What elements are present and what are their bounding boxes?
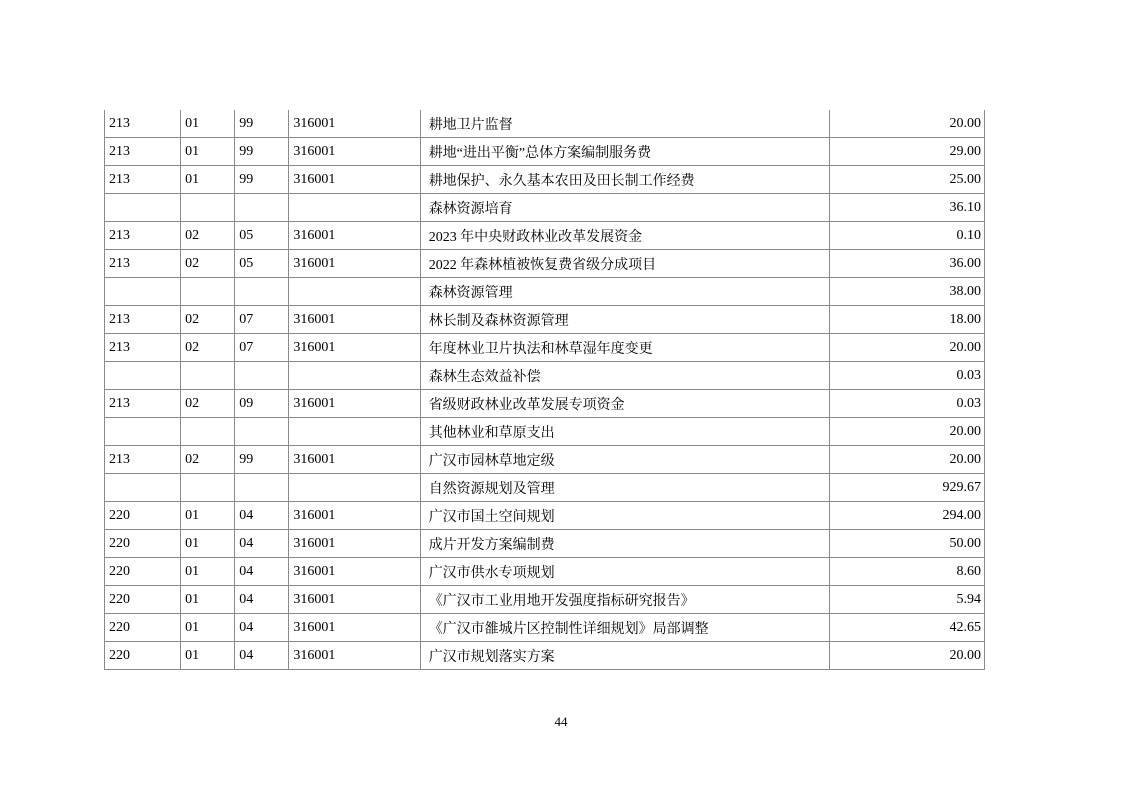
section-code-cell: 01: [181, 586, 235, 614]
unit-code-cell: 316001: [289, 446, 420, 474]
amount-cell: 36.00: [829, 250, 984, 278]
section-code-cell: 02: [181, 390, 235, 418]
project-name-cell: 广汉市国土空间规划: [420, 502, 829, 530]
item-code-cell: 04: [235, 642, 289, 670]
class-code-cell: 220: [105, 502, 181, 530]
class-code-cell: 213: [105, 166, 181, 194]
project-name-cell: 2022 年森林植被恢复费省级分成项目: [420, 250, 829, 278]
table-row: [105, 558, 985, 586]
amount-cell: 20.00: [829, 446, 984, 474]
unit-code-cell: 316001: [289, 558, 420, 586]
page-number: 44: [554, 714, 568, 729]
project-name-cell: 森林生态效益补偿: [420, 362, 829, 390]
class-code-cell: 213: [105, 138, 181, 166]
class-code-cell: 213: [105, 446, 181, 474]
amount-cell: 0.03: [829, 362, 984, 390]
class-code-cell: [105, 362, 181, 390]
class-code-cell: 213: [105, 250, 181, 278]
unit-code-cell: [289, 474, 420, 502]
unit-code-cell: 316001: [289, 138, 420, 166]
budget-table: [104, 110, 985, 670]
class-code-cell: 220: [105, 586, 181, 614]
table-row: [105, 194, 985, 222]
section-code-cell: 01: [181, 138, 235, 166]
item-code-cell: 09: [235, 390, 289, 418]
class-code-cell: 213: [105, 110, 181, 138]
amount-cell: 38.00: [829, 278, 984, 306]
amount-cell: 18.00: [829, 306, 984, 334]
section-code-cell: 02: [181, 334, 235, 362]
project-name-cell: 广汉市供水专项规划: [420, 558, 829, 586]
table-row: [105, 166, 985, 194]
section-code-cell: 01: [181, 166, 235, 194]
section-code-cell: [181, 362, 235, 390]
table-row: [105, 138, 985, 166]
section-code-cell: 02: [181, 222, 235, 250]
amount-cell: 5.94: [829, 586, 984, 614]
table-row: [105, 530, 985, 558]
unit-code-cell: 316001: [289, 166, 420, 194]
project-name-cell: 耕地卫片监督: [420, 110, 829, 138]
amount-cell: 294.00: [829, 502, 984, 530]
project-name-cell: 成片开发方案编制费: [420, 530, 829, 558]
project-name-cell: 2023 年中央财政林业改革发展资金: [420, 222, 829, 250]
item-code-cell: 99: [235, 166, 289, 194]
unit-code-cell: [289, 418, 420, 446]
class-code-cell: 220: [105, 530, 181, 558]
item-code-cell: 04: [235, 614, 289, 642]
section-code-cell: [181, 278, 235, 306]
table-row: [105, 474, 985, 502]
project-name-cell: 森林资源管理: [420, 278, 829, 306]
item-code-cell: 05: [235, 222, 289, 250]
item-code-cell: [235, 418, 289, 446]
project-name-cell: 广汉市规划落实方案: [420, 642, 829, 670]
amount-cell: 42.65: [829, 614, 984, 642]
class-code-cell: [105, 194, 181, 222]
item-code-cell: [235, 362, 289, 390]
unit-code-cell: 316001: [289, 642, 420, 670]
section-code-cell: [181, 194, 235, 222]
unit-code-cell: [289, 194, 420, 222]
table-row: [105, 278, 985, 306]
table-row: [105, 222, 985, 250]
item-code-cell: 99: [235, 138, 289, 166]
class-code-cell: 220: [105, 642, 181, 670]
project-name-cell: 森林资源培育: [420, 194, 829, 222]
amount-cell: 20.00: [829, 418, 984, 446]
class-code-cell: 220: [105, 558, 181, 586]
section-code-cell: 01: [181, 558, 235, 586]
item-code-cell: 04: [235, 530, 289, 558]
table-row: [105, 446, 985, 474]
amount-cell: 20.00: [829, 110, 984, 138]
project-name-cell: 其他林业和草原支出: [420, 418, 829, 446]
table-row: [105, 334, 985, 362]
item-code-cell: 04: [235, 586, 289, 614]
item-code-cell: 07: [235, 306, 289, 334]
section-code-cell: 01: [181, 614, 235, 642]
budget-table-body: [105, 110, 985, 670]
item-code-cell: [235, 278, 289, 306]
section-code-cell: 01: [181, 642, 235, 670]
table-row: [105, 418, 985, 446]
item-code-cell: 99: [235, 110, 289, 138]
table-row: [105, 306, 985, 334]
amount-cell: 50.00: [829, 530, 984, 558]
item-code-cell: 04: [235, 502, 289, 530]
unit-code-cell: 316001: [289, 110, 420, 138]
table-row: [105, 586, 985, 614]
amount-cell: 25.00: [829, 166, 984, 194]
section-code-cell: 02: [181, 446, 235, 474]
item-code-cell: 05: [235, 250, 289, 278]
table-row: [105, 250, 985, 278]
section-code-cell: 01: [181, 530, 235, 558]
class-code-cell: [105, 418, 181, 446]
class-code-cell: 213: [105, 222, 181, 250]
item-code-cell: 04: [235, 558, 289, 586]
unit-code-cell: 316001: [289, 530, 420, 558]
amount-cell: 0.10: [829, 222, 984, 250]
section-code-cell: [181, 418, 235, 446]
unit-code-cell: 316001: [289, 502, 420, 530]
unit-code-cell: 316001: [289, 306, 420, 334]
section-code-cell: 01: [181, 502, 235, 530]
project-name-cell: 《广汉市工业用地开发强度指标研究报告》: [420, 586, 829, 614]
unit-code-cell: 316001: [289, 250, 420, 278]
amount-cell: 29.00: [829, 138, 984, 166]
table-row: [105, 110, 985, 138]
item-code-cell: 07: [235, 334, 289, 362]
unit-code-cell: 316001: [289, 222, 420, 250]
project-name-cell: 自然资源规划及管理: [420, 474, 829, 502]
amount-cell: 20.00: [829, 642, 984, 670]
project-name-cell: 年度林业卫片执法和林草湿年度变更: [420, 334, 829, 362]
table-row: [105, 390, 985, 418]
table-row: [105, 362, 985, 390]
table-row: [105, 502, 985, 530]
project-name-cell: 省级财政林业改革发展专项资金: [420, 390, 829, 418]
unit-code-cell: 316001: [289, 614, 420, 642]
project-name-cell: 耕地保护、永久基本农田及田长制工作经费: [420, 166, 829, 194]
class-code-cell: 213: [105, 334, 181, 362]
project-name-cell: 林长制及森林资源管理: [420, 306, 829, 334]
unit-code-cell: [289, 278, 420, 306]
project-name-cell: 耕地“进出平衡”总体方案编制服务费: [420, 138, 829, 166]
class-code-cell: [105, 278, 181, 306]
project-name-cell: 广汉市园林草地定级: [420, 446, 829, 474]
class-code-cell: 213: [105, 390, 181, 418]
unit-code-cell: 316001: [289, 390, 420, 418]
class-code-cell: 213: [105, 306, 181, 334]
unit-code-cell: [289, 362, 420, 390]
table-row: [105, 642, 985, 670]
table-row: [105, 614, 985, 642]
item-code-cell: [235, 474, 289, 502]
section-code-cell: 02: [181, 250, 235, 278]
class-code-cell: [105, 474, 181, 502]
amount-cell: 8.60: [829, 558, 984, 586]
section-code-cell: [181, 474, 235, 502]
section-code-cell: 01: [181, 110, 235, 138]
amount-cell: 0.03: [829, 390, 984, 418]
class-code-cell: 220: [105, 614, 181, 642]
section-code-cell: 02: [181, 306, 235, 334]
unit-code-cell: 316001: [289, 586, 420, 614]
item-code-cell: 99: [235, 446, 289, 474]
project-name-cell: 《广汉市雒城片区控制性详细规划》局部调整: [420, 614, 829, 642]
item-code-cell: [235, 194, 289, 222]
amount-cell: 929.67: [829, 474, 984, 502]
amount-cell: 20.00: [829, 334, 984, 362]
unit-code-cell: 316001: [289, 334, 420, 362]
amount-cell: 36.10: [829, 194, 984, 222]
